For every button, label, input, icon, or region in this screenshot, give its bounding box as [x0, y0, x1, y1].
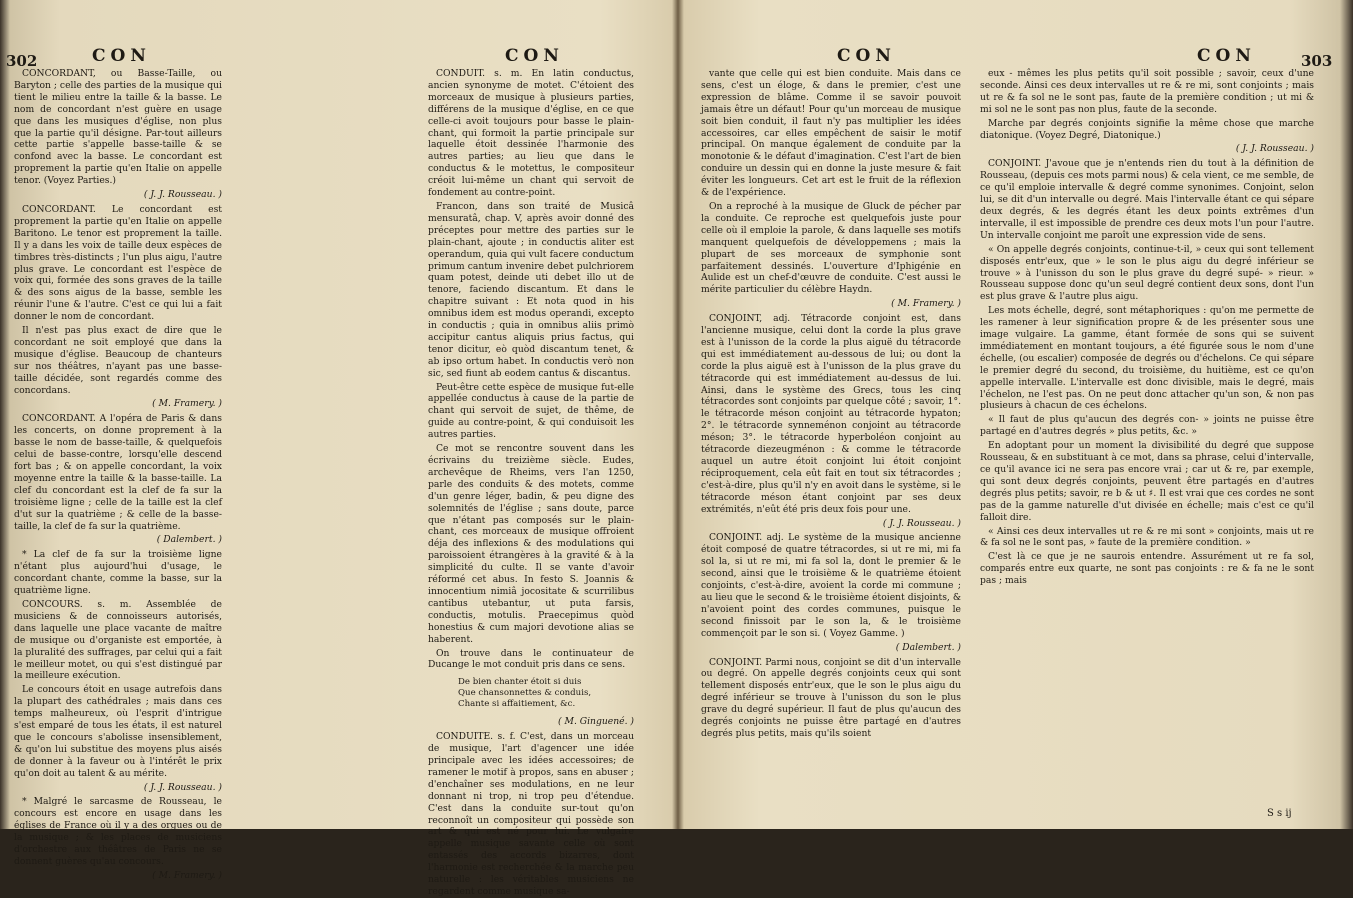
- paragraph: Ce mot se rencontre souvent dans les écrivains du treizième siècle. Eudes, archevêque de Rheims, vers l'an 1250, parle des conduits & des motets, comme d'un genre léger, badin, & peu digne des solemnités de l'église ; sans doute, parce que n'étant pas composés sur le plain-chant, ces morceaux de musique offroient déja des inflexions & des modulations qui paroissoient étrangères à la gravité & à la simplicité du culte. Il se vante d'avoir réformé cet abus. In festo S. Joannis & innocentium nimiâ jocositate & scurrilibus cantibus utebantur, ut puta farsis, conductis, motulis. Praecepimus quòd honestius & cum majori devotione alias se haberent.: [428, 443, 634, 645]
- paragraph: Francon, dans son traité de Musicâ mensuratâ, chap. V, après avoir donné des préceptes pour mettre des parties sur le plain-chant, ajoute ; in conductis aliter est operandum, quia qui vult facere conductum primum cantum invenire debet pulchriorem quam potest, deinde uti debet illo ut de tenore, faciendo discantum. Et dans le chapitre suivant : Et nota quod in his omnibus idem est modus operandi, excepto in conductis ; quia in omnibus aliis primò accipitur cantus aliquis prius factus, qui tenor dicitur, eò quòd discantum tenet, & ab ipso ortum habet. In conductis verò non sic, sed fiunt ab eodem cantus & discantus.: [428, 200, 634, 379]
- left-folio: 302: [6, 52, 38, 70]
- paragraph: CONDUIT. s. m. En latin conductus, ancien synonyme de motet. C'étoient des morceaux de musique à plusieurs parties, différens de la musique d'église, en ce que celle-ci avoit toujours pour basse le plain-chant, qui formoit la partie principale sur laquelle étoit dessinée l'harmonie des autres parties; au lieu que dans le conductus & le motettus, le compositeur créoit lui-même un chant qui servoit de fondement au contre-point.: [428, 68, 634, 199]
- paragraph: Il n'est pas plus exact de dire que le concordant ne soit employé que dans la musique d'église. Beaucoup de chanteurs sur nos théâtres, n'ayant pas une basse-taille décidée, sont regardés comme des concordans.: [14, 325, 222, 396]
- paragraph: CONJOINT. adj. Le système de la musique ancienne étoit composé de quatre tétracordes, si ut re mi, mi fa sol la, si ut re mi, mi fa sol la, dont le premier & le second, ainsi que le troisième & le quatrième étoient conjoints, c'est-à-dire, avoient la corde mi commune ; au lieu que le second & le troisième étoient disjoints, & n'avoient point des cordes communes, puisque le second finissoit par le son la, & le troisième commençoit par le son si. ( Voyez Gamme. ): [701, 532, 961, 639]
- paragraph: CONCORDANT, ou Basse-Taille, ou Baryton ; celle des parties de la musique qui tient le milieu entre la taille & la basse. Le nom de concordant n'est guère en usage que dans les musiques d'église, non plus que la partie qu'il désigne. Par-tout ailleurs cette partie s'appelle basse-taille & se confond avec la basse. Le concordant est proprement la partie qu'en Italie on appelle tenor. (Voyez Parties.): [14, 68, 222, 187]
- right-running-head-1: CON: [837, 46, 896, 66]
- right-column-2: [980, 68, 1314, 814]
- paragraph: ( M. Ginguené. ): [558, 716, 634, 728]
- left-column-2: [428, 68, 634, 897]
- paragraph: ( M. Framery. ): [152, 398, 222, 410]
- signature-mark: S s ij: [1267, 808, 1292, 819]
- paragraph: ( J. J. Rousseau. ): [143, 781, 222, 793]
- paragraph: ( J. J. Rousseau. ): [882, 517, 961, 529]
- paragraph: CONJOINT. Parmi nous, conjoint se dit d'un intervalle ou degré. On appelle degrés conjoints ceux qui sont tellement disposés entr'eux, que le son le plus aigu du degré inférieur se trouve à l'unisson du son le plus grave du degré supérieur. Il faut de plus qu'aucun des degrés conjoints ne puisse être partagé en d'autres degrés plus petits, mais qu'ils soient: [701, 656, 961, 739]
- verse-line: Que chansonnettes & conduis,: [458, 688, 592, 699]
- left-running-head-2: CON: [505, 46, 564, 66]
- paragraph: On a reproché à la musique de Gluck de pécher par la conduite. Ce reproche est quelquefois juste pour celle où il emploie la parole, & dans laquelle ses motifs manquent quelquefois de développemens ; mais la plupart de ses morceaux de symphonie sont parfaitement dessinés. L'ouverture d'Iphigénie en Aulide est un chef-d'œuvre de conduite. C'est aussi le mérite particulier du célèbre Haydn.: [701, 200, 961, 296]
- paragraph: « Il faut de plus qu'aucun des degrés con- » joints ne puisse être partagé en d'autres degrés » plus petits, &c. »: [980, 414, 1314, 438]
- paragraph: eux - mêmes les plus petits qu'il soit possible ; savoir, ceux d'une seconde. Ainsi ces deux intervalles ut re & re mi, sont conjoints ; mais ut re & fa sol ne le sont pas, faute de la première condition ; ut mi & mi sol ne le sont pas non plus, faute de la seconde.: [980, 68, 1314, 115]
- verse-line: De bien chanter étoit si duis: [458, 677, 582, 688]
- quoted-verse: [458, 677, 634, 710]
- paragraph: C'est là ce que je ne saurois entendre. Assurément ut re fa sol, comparés entre eux quarte, ne sont pas conjoints : re & fa ne le sont pas ; mais: [980, 551, 1314, 587]
- paragraph: ( M. Framery. ): [891, 298, 961, 310]
- right-folio: 303: [1301, 52, 1333, 70]
- paragraph: Le concours étoit en usage autrefois dans la plupart des cathédrales ; mais dans ces temps malheureux, où l'esprit d'intrigue s'est emparé de tous les états, il est naturel que le concours s'abolisse insensiblement, & qu'on lui substitue des moyens plus aisés de donner à la faveur ou à l'intérêt le prix qu'on doit au talent & au mérite.: [14, 684, 222, 779]
- paragraph: « Ainsi ces deux intervalles ut re & re mi sont » conjoints, mais ut re & fa sol ne le sont pas, » faute de la première condition. »: [980, 525, 1314, 549]
- paragraph: ( J. J. Rousseau. ): [1235, 143, 1314, 155]
- paragraph: CONJOINT. J'avoue que je n'entends rien du tout à la définition de Rousseau, (depuis ces mots parmi nous) & cela vient, ce me semble, de ce qu'il emploie intervalle & degré comme synonimes. Conjoint, selon lui, se dit d'un intervalle ou degré. Mais l'intervalle étant ce qui sépare deux degrés, & les degrés étant les deux points extrêmes d'un intervalle, il est impossible de prendre ces deux mots l'un pour l'autre. Un intervalle conjoint me paroît une expression vide de sens.: [980, 158, 1314, 241]
- paragraph: « On appelle degrés conjoints, continue-t-il, » ceux qui sont tellement disposés entr'eux, que » le son le plus aigu du degré inférieur se trouve » à l'unisson du son le plus grave du degré supé- » rieur. » Rousseau suppose donc qu'un seul degré contient deux sons, dont l'un est plus grave & l'autre plus aigu.: [980, 243, 1314, 303]
- paragraph: CONCORDANT. Le concordant est proprement la partie qu'en Italie on appelle Baritono. Le tenor est proprement la taille. Il y a dans les voix de taille deux espèces de timbres très-distincts ; l'un plus aigu, l'autre plus grave. Le concordant est l'espèce de voix qui, formée des sons graves de la taille & des sons aigus de la basse, semble les réunir l'une & l'autre. C'est ce qui lui a fait donner le nom de concordant.: [14, 203, 222, 323]
- paragraph: Marche par degrés conjoints signifie la même chose que marche diatonique. (Voyez Degré, Diatonique.): [980, 117, 1314, 141]
- paragraph: CONCOURS. s. m. Assemblée de musiciens & de connoisseurs autorisés, dans laquelle une place vacante de maître de musique ou d'organiste est emportée, à la pluralité des suffrages, par celui qui a fait le meilleur motet, ou qui s'est distingué par la meilleure exécution.: [14, 598, 222, 682]
- paragraph: CONJOINT, adj. Tétracorde conjoint est, dans l'ancienne musique, celui dont la corde la plus grave est à l'unisson de la corde la plus aiguë du tétracorde qui est immédiatement au-dessous de lui; ou dont la corde la plus aiguë est à l'unisson de la plus grave du tétracorde qui est immédiatement au-dessus de lui. Ainsi, dans le système des Grecs, tous les cinq tétracordes sont conjoints par quelque côté ; savoir, 1°. le tétracorde méson conjoint au tétracorde hypaton; 2°. le tétracorde synneménon conjoint au tétracorde méson; 3°. le tétracorde hyperboléon conjoint au tétracorde diezeugménon : & comme le tétracorde auquel un autre étoit conjoint lui étoit conjoint réciproquement, cela eût fait en tout six tétracordes ; c'est-à-dire, plus qu'il n'y en avoit dans le système, si le tétracorde méson étant conjoint par ses deux extrémités, n'eût été pris deux fois pour une.: [701, 313, 961, 515]
- paragraph: CONDUITE. s. f. C'est, dans un morceau de musique, l'art d'agencer une idée principale avec les idées accessoires; de ramener le motif à propos, sans en abuser ; d'enchaîner ses modulations, en ne leur donnant ni trop, ni trop peu d'étendue. C'est dans la conduite sur-tout qu'on reconnoît un compositeur qui possède son art & qui est né pour lui. Le vulgaire appelle musique savante celle où sont entassés des accords bizarres, dont l'harmonie est recherchée & la marche peu naturelle : les véritables musiciens ne regardent comme musique sa-: [428, 731, 634, 897]
- paragraph: ( M. Framery. ): [152, 869, 222, 881]
- paragraph: En adoptant pour un moment la divisibilité du degré que suppose Rousseau, & en substituant à ce mot, dans sa phrase, celui d'intervalle, ce qu'il avance ici ne sera pas encore vrai ; car ut & re, par exemple, qui sont deux degrés conjoints, peuvent être partagés en d'autres degrés plus petits; savoir, re b & ut ♯. Il est vrai que ces cordes ne sont pas de la gamme naturelle d'ut divisée en échelle; mais c'est ce qu'il falloit dire.: [980, 440, 1314, 523]
- paragraph: ( J. J. Rousseau. ): [143, 189, 222, 201]
- right-running-head-2: CON: [1197, 46, 1256, 66]
- paragraph: Peut-être cette espèce de musique fut-elle appellée conductus à cause de la partie de chant qui servoit de sujet, de thême, de guide au contre-point, & qui conduisoit les autres parties.: [428, 381, 634, 441]
- paragraph: On trouve dans le continuateur de Ducange le mot conduit pris dans ce sens.: [428, 647, 634, 671]
- right-page: [677, 0, 1353, 829]
- verse-line: Chante si affaitiement, &c.: [458, 699, 576, 710]
- paragraph: * La clef de fa sur la troisième ligne n'étant plus aujourd'hui d'usage, le concordant chante, comme la basse, sur la quatrième ligne.: [14, 549, 222, 597]
- paragraph: CONCORDANT. A l'opéra de Paris & dans les concerts, on donne proprement à la basse le nom de basse-taille, & quelquefois celui de basse-contre, lorsqu'elle descend fort bas ; & on appelle concordant, la voix moyenne entre la taille & la basse-taille. La clef du concordant est la clef de fa sur la troisième ligne ; celle de la taille est la clef d'ut sur la quatrième ; & celle de la basse-taille, la clef de fa sur la quatrième.: [14, 413, 222, 532]
- paragraph: Les mots échelle, degré, sont métaphoriques : qu'on me permette de les ramener à leur signification propre & de les présenter sous une image vulgaire. La gamme, étant formée de sons qui se suivent immédiatement en montant toujours, a été figurée sous le nom d'une échelle, (ou escalier) composée de degrés ou d'échelons. Ce qui sépare le premier degré du second, du troisième, du huitième, est ce qu'on appelle intervalle. L'intervalle est donc divisible, mais le degré, mais l'échelon, ne l'est pas. On ne peut donc attacher qu'un son, & non pas plusieurs à chacun de ces échelons.: [980, 305, 1314, 412]
- paragraph: ( Dalembert. ): [156, 534, 222, 546]
- right-column-1: [701, 68, 961, 814]
- paragraph: * Malgré le sarcasme de Rousseau, le concours est encore en usage dans les églises de France où il y a des orgues ou de la musique ; & les places de musiciens d'orchestre aux théâtres de Paris ne se donnent guères qu'au concours.: [14, 796, 222, 867]
- left-page: [0, 0, 676, 897]
- left-column-1: [14, 68, 222, 881]
- paragraph: ( Dalembert. ): [895, 641, 961, 653]
- left-running-head-1: CON: [92, 46, 151, 66]
- paragraph: vante que celle qui est bien conduite. Mais dans ce sens, c'est un éloge, & dans le premier, c'est une expression de blâme. Comme il se savoir pouvoit jamais être un défaut! Pour qu'un morceau de musique soit bien conduit, il faut n'y pas multiplier les idées accessoires, car elles empêchent de saisir le motif principal. On manque également de conduite par la monotonie & le défaut d'imagination. C'est l'art de bien conduire un dessin qui en donne la juste mesure & fait éviter les longueurs. Cet art est le fruit de la réflexion & de l'expérience.: [701, 68, 961, 199]
